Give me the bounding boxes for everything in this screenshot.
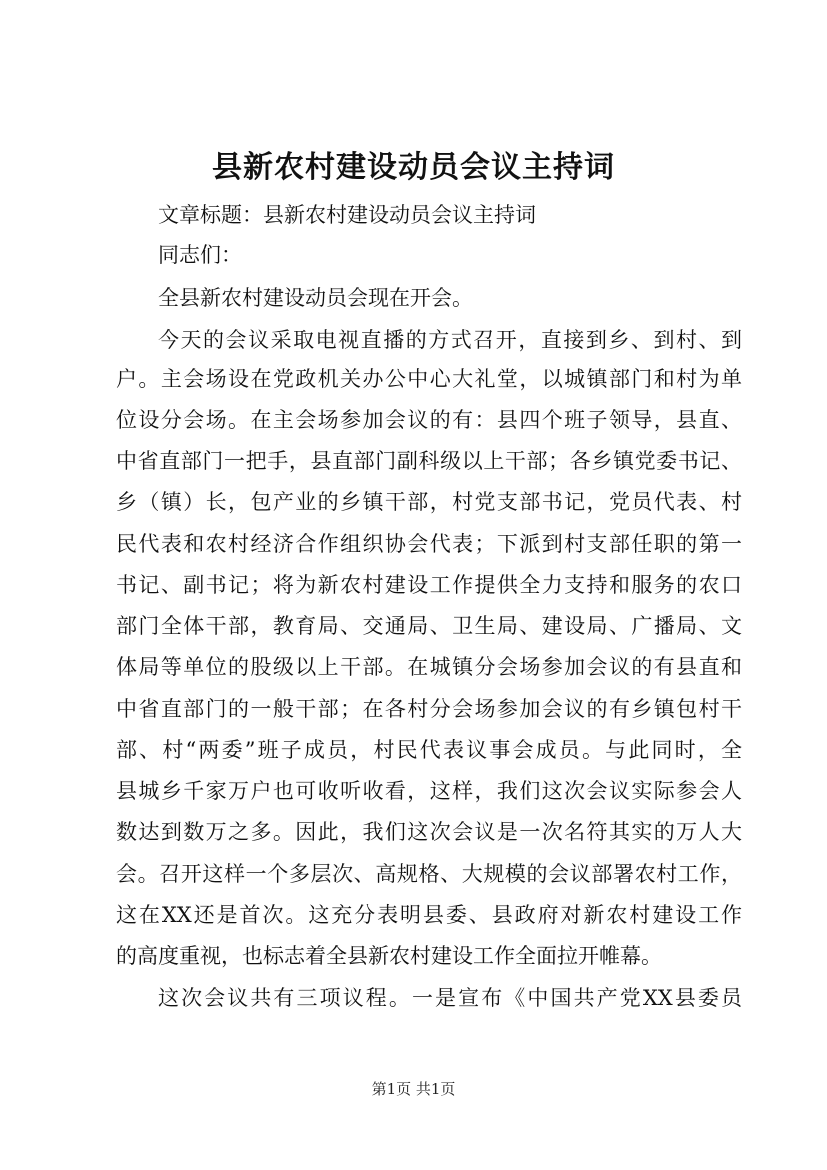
salutation-line: 同志们：	[158, 243, 242, 267]
paragraph-line: 位设分会场。在主会场参加会议的有：县四个班子领导，县直、	[116, 408, 742, 432]
paragraph-line: 民代表和农村经济合作组织协会代表；下派到村支部任职的第一	[116, 532, 742, 556]
paragraph-line: 中省直部门一把手，县直部门副科级以上干部；各乡镇党委书记、	[116, 449, 742, 473]
article-title-line: 文章标题：县新农村建设动员会议主持词	[158, 203, 536, 227]
paragraph-line: 部、村“两委”班子成员，村民代表议事会成员。与此同时，全	[116, 738, 742, 762]
paragraph-line: 的高度重视，也标志着全县新农村建设工作全面拉开帷幕。	[116, 944, 662, 968]
page-footer: 第1页 共1页	[371, 1080, 456, 1098]
paragraph-line: 部门全体干部，教育局、交通局、卫生局、建设局、广播局、文	[116, 614, 742, 638]
paragraph-line: 会。召开这样一个多层次、高规格、大规模的会议部署农村工作，	[116, 862, 742, 886]
paragraph-line: 数达到数万之多。因此，我们这次会议是一次名符其实的万人大	[116, 820, 742, 844]
paragraph-line: 体局等单位的股级以上干部。在城镇分会场参加会议的有县直和	[116, 655, 742, 679]
opening-line: 全县新农村建设动员会现在开会。	[158, 286, 473, 310]
paragraph-line: 县城乡千家万户也可收听收看，这样，我们这次会议实际参会人	[116, 779, 742, 803]
paragraph-line: 中省直部门的一般干部；在各村分会场参加会议的有乡镇包村干	[116, 697, 742, 721]
paragraph-line: 书记、副书记；将为新农村建设工作提供全力支持和服务的农口	[116, 573, 742, 597]
paragraph-line: 今天的会议采取电视直播的方式召开，直接到乡、到村、到	[158, 328, 742, 352]
paragraph-line: 乡（镇）长，包产业的乡镇干部，村党支部书记，党员代表、村	[116, 490, 742, 514]
document-title: 县新农村建设动员会议主持词	[212, 150, 615, 185]
paragraph-line: 这次会议共有三项议程。一是宣布《中国共产党XX县委员	[158, 986, 742, 1010]
paragraph-line: 户。主会场设在党政机关办公中心大礼堂，以城镇部门和村为单	[116, 367, 742, 391]
paragraph-line: 这在XX还是首次。这充分表明县委、县政府对新农村建设工作	[116, 903, 742, 927]
